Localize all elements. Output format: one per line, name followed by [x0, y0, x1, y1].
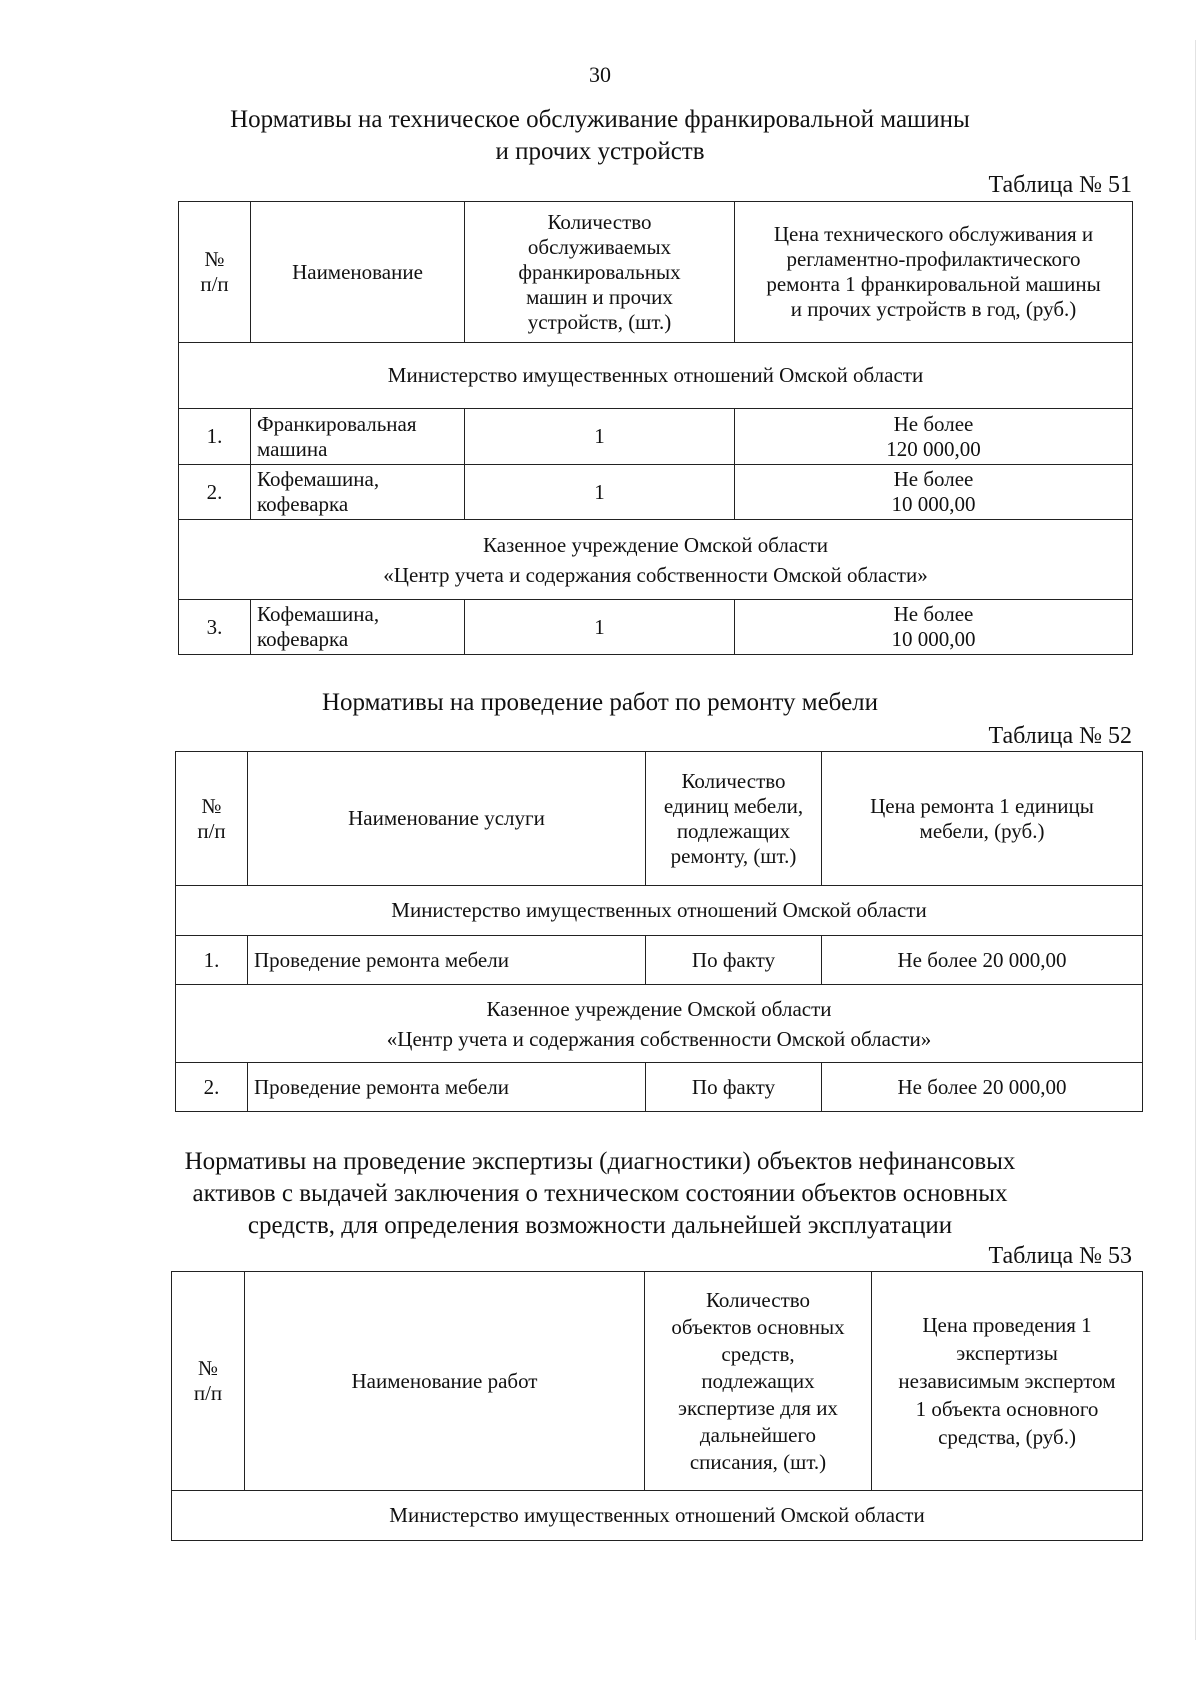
- row-qty: 1: [465, 600, 735, 655]
- row-qty: По факту: [646, 936, 822, 985]
- header-qty: Количество единиц мебели, подлежащих ремонту, (шт.): [646, 752, 822, 886]
- header-no: № п/п: [172, 1272, 245, 1491]
- header-name: Наименование: [251, 202, 465, 343]
- row-name: Проведение ремонта мебели: [248, 1063, 646, 1112]
- group-name: Министерство имущественных отношений Омской области: [176, 886, 1143, 936]
- row-no: 2.: [176, 1063, 248, 1112]
- table-header-row: [179, 202, 1133, 343]
- scan-edge: [1195, 40, 1196, 1640]
- table-52-title: [160, 687, 1040, 719]
- table-row: [176, 1063, 1143, 1112]
- title-line: Нормативы на техническое обслуживание франкировальной машины: [230, 106, 970, 133]
- header-name: Наименование работ: [245, 1272, 645, 1491]
- row-price: Не более 10 000,00: [735, 465, 1133, 520]
- table-row: [179, 600, 1133, 655]
- header-price: Цена технического обслуживания и регламентно-профилактического ремонта 1 франкировальной машины и прочих устройств в год, (руб.): [735, 202, 1133, 343]
- page-number: 30: [589, 62, 611, 87]
- table-row: [179, 465, 1133, 520]
- header-name: Наименование услуги: [248, 752, 646, 886]
- header-price: Цена ремонта 1 единицы мебели, (руб.): [822, 752, 1143, 886]
- row-qty: По факту: [646, 1063, 822, 1112]
- row-qty: 1: [465, 409, 735, 465]
- group-name: Министерство имущественных отношений Омской области: [172, 1491, 1143, 1541]
- table-52: [175, 751, 1143, 1112]
- row-qty: 1: [465, 465, 735, 520]
- title-line: Нормативы на проведение экспертизы (диагностики) объектов нефинансовых: [184, 1148, 1016, 1175]
- table-51: [178, 201, 1133, 655]
- group-row: [172, 1491, 1143, 1541]
- title-line: и прочих устройств: [495, 138, 705, 165]
- group-row: [176, 985, 1143, 1063]
- table-row: [179, 409, 1133, 465]
- row-no: 2.: [179, 465, 251, 520]
- table-53-label: Таблица № 53: [988, 1243, 1132, 1269]
- row-price: Не более 10 000,00: [735, 600, 1133, 655]
- table-51-label: Таблица № 51: [988, 172, 1132, 198]
- row-name: Франкировальная машина: [251, 409, 465, 465]
- header-no: № п/п: [179, 202, 251, 343]
- group-row: [179, 520, 1133, 600]
- row-price: Не более 20 000,00: [822, 1063, 1143, 1112]
- row-price: Не более 20 000,00: [822, 936, 1143, 985]
- title-line: активов с выдачей заключения о техническом состоянии объектов основных: [192, 1180, 1008, 1207]
- header-qty: Количество объектов основных средств, подлежащих экспертизе для их дальнейшего списания, (шт.): [645, 1272, 872, 1491]
- table-53: [171, 1271, 1143, 1541]
- group-name: Казенное учреждение Омской области «Центр учета и содержания собственности Омской области»: [179, 520, 1133, 600]
- title-line: Нормативы на проведение работ по ремонту мебели: [321, 689, 879, 716]
- group-name: Казенное учреждение Омской области «Центр учета и содержания собственности Омской области»: [176, 985, 1143, 1063]
- header-qty: Количество обслуживаемых франкировальных машин и прочих устройств, (шт.): [465, 202, 735, 343]
- row-no: 3.: [179, 600, 251, 655]
- table-header-row: [176, 752, 1143, 886]
- header-price: Цена проведения 1 экспертизы независимым экспертом 1 объекта основного средства, (руб.): [872, 1272, 1143, 1491]
- row-no: 1.: [179, 409, 251, 465]
- group-row: [176, 886, 1143, 936]
- group-name: Министерство имущественных отношений Омской области: [179, 343, 1133, 409]
- table-52-label: Таблица № 52: [988, 723, 1132, 749]
- row-name: Проведение ремонта мебели: [248, 936, 646, 985]
- title-line: средств, для определения возможности дальнейшей эксплуатации: [247, 1212, 953, 1239]
- row-no: 1.: [176, 936, 248, 985]
- row-name: Кофемашина, кофеварка: [251, 600, 465, 655]
- row-name: Кофемашина, кофеварка: [251, 465, 465, 520]
- row-price: Не более 120 000,00: [735, 409, 1133, 465]
- header-no: № п/п: [176, 752, 248, 886]
- group-row: [179, 343, 1133, 409]
- table-row: [176, 936, 1143, 985]
- table-header-row: [172, 1272, 1143, 1491]
- table-51-title: [160, 104, 1040, 168]
- table-53-title: [140, 1146, 1060, 1242]
